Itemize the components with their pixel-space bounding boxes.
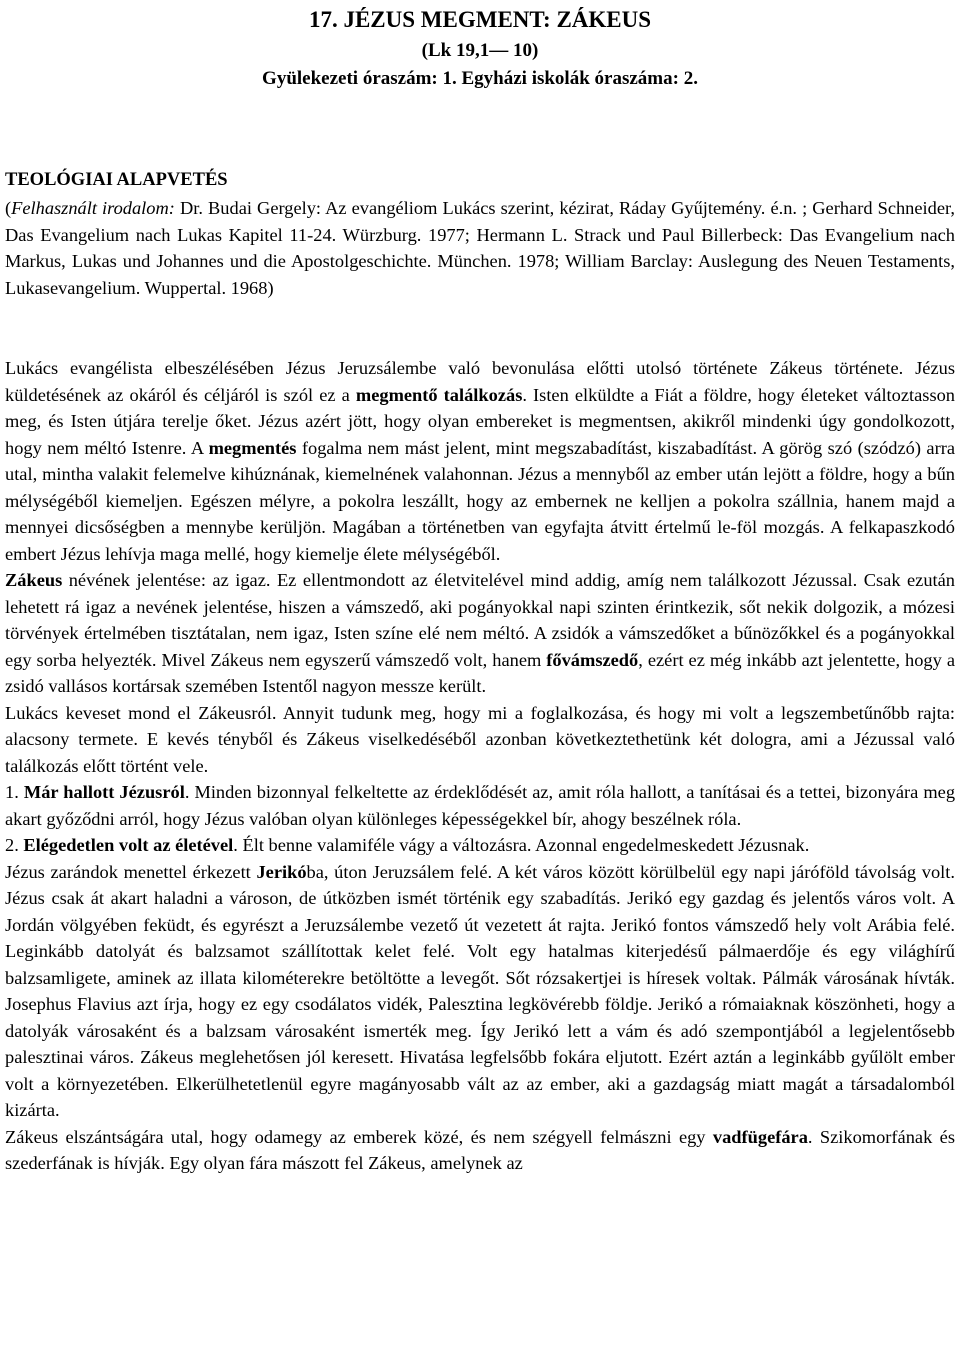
bible-reference: (Lk 19,1— 10): [421, 40, 539, 61]
paragraph-6-bold: Jerikó: [256, 861, 307, 882]
paragraph-1-text-a: Lukács evangélista elbeszélésében Jézus Jeruzsálembe való bevonulása előtti utolsó története Zákeus története. Jézus küldetésének az okáról és céljáról is szól ez a: [5, 358, 955, 405]
paragraph-5-bold: Elégedetlen volt az életével: [23, 835, 234, 855]
document-header: [5, 0, 955, 93]
references-label: Felhasznált irodalom:: [11, 198, 175, 218]
paragraph-5: [5, 832, 955, 859]
paragraph-2-text-a: névének jelentése: az igaz. Ez ellentmondott az életvitelével mind addig, amíg nem találkozott Jézussal. Csak ezután lehetett rá igaz a nevének jelentése, hiszen a vámszedő, aki pogányokkal napi szinten érintkezik, sőt nekik dolgozik, a mózesi törvények értelmében tisztátalan, nem igaz, Isten színe elé nem méltó. A zsidók a vámszedőket a bűnözőkkel és a pogányokkal egy sorba helyezték. Mivel Zákeus nem egyszerű vámszedő volt, hanem: [5, 570, 955, 670]
paragraph-5-text: . Élt benne valamiféle vágy a változásra. Azonnal engedelmeskedett Jézusnak.: [233, 835, 810, 855]
paragraph-4-bold: Már hallott Jézusról: [23, 782, 185, 802]
document-page: [5, 0, 956, 1173]
paragraph-1-text-b: . Isten elküldte a Fiát a földre, hogy életeket változtasson meg, és Isten útjára terelje őket. Jézus azért jött, hogy olyan embereket is megmentsen, akikről mindenki úgy gondolkozott, hogy nem méltó Istenre. A: [5, 384, 955, 458]
references-paragraph: [5, 195, 955, 301]
paragraph-4-text: . Minden bizonnyal felkeltette az érdeklődését az, amit róla hallott, a tanításai és a tettei, bizonyára meg akart győződni arról, hogy Jézus valóban olyan különleges képességekkel bír, ahogy beszélnek róla.: [5, 782, 956, 829]
paragraph-1-bold-b: megmentés: [208, 437, 297, 458]
paragraph-6-text-a: Jézus zarándok menettel érkezett: [5, 861, 257, 882]
paragraph-7-text-a: Zákeus elszántságára utal, hogy odamegy az emberek közé, és nem szégyell felmászni egy: [5, 1126, 713, 1147]
lesson-hours: Gyülekezeti óraszám: 1. Egyházi iskolák óraszáma: 2.: [262, 68, 698, 89]
lesson-title: 17. JÉZUS MEGMENT: ZÁKEUS: [308, 7, 652, 32]
paragraph-1: [5, 355, 955, 567]
paragraph-7-text-b: . Szikomorfának és szederfának is hívják. Egy olyan fára mászott fel Zákeus, amelynek az: [5, 1126, 955, 1173]
paragraph-6-text-b: ba, úton Jeruzsálem felé. A két város között körülbelül egy napi járóföld távolság volt. Jézus csak át akart haladni a városon, de útközben ismét történik egy szabadítás. Jerikó egy gazdag és jelentős város volt. A Jordán völgyében feküdt, és egyrészt a Jeruzsálembe vezető út vezetett át rajta. Jerikó fontos vámszedő hely volt Arábia felé. Leginkább datolyát és balzsamot szállítottak kelet felé. Volt egy hatalmas kiterjedésű pálmaerdője és egy világhírű balzsamligete, aminek az illata kilométerekre betöltötte a levegőt. Sőt rózsakertjei is híresek voltak. Pálmák városának hívták. Josephus Flavius azt írja, hogy ez egy csodálatos vidék, Palesztina legkövérebb földje. Jerikó a rómaiaknak köszönheti, hogy a datolyák városaként és a balzsam városaként ismerték meg. Így Jerikó lett a vám és adó szempontjából a legjelentősebb palesztinai város. Zákeus meglehetősen jól keresett. Hivatása legfelsőbb fokára eljutott. Ezért aztán a leginkább gyűlölt ember volt a környezetében. Elkerülhetetlenül egyre magányosabb vált az az ember, aki a gazdagság miatt magát a társadalomból kizárta.: [5, 861, 955, 1120]
paragraph-4-number: 1.: [5, 782, 24, 802]
paragraph-2: [5, 567, 955, 700]
main-text: [5, 355, 955, 1177]
paragraph-2-text-b: , ezért ez még inkább azt jelentette, hogy a zsidó vallásos kortársak szemében Istentől nagyon messze került.: [5, 649, 955, 696]
paragraph-5-number: 2.: [5, 835, 24, 855]
paragraph-2-bold-a: Zákeus: [5, 570, 63, 590]
paragraph-1-text-c: fogalma nem mást jelent, mint megszabadítást, kiszabadítást. A görög szó (szódzó) arra utal, mintha valakit felemelve kihúznának, kiemelnének valahonnan. Jézus a mennyből az ember után lejött a földre, hogy a bűn mélységéből kiemeljen. Egészen mélyre, a pokolra leszállt, hogy az embernek ne kelljen a pokolra szállnia, hanem majd a mennyei dicsőségben a mennybe kerüljön. Magában a történetben van egyfajta átvitt értelmű le-föl mozgás. A felkapaszkodó embert Jézus lehívja maga mellé, hogy kiemelje élete mélységéből.: [5, 437, 955, 564]
paragraph-3: Lukács keveset mond el Zákeusról. Annyit tudunk meg, hogy mi a foglalkozása, és hogy mi volt a legszembetűnőbb rajta: alacsony termete. E kevés tényből és Zákeus viselkedéséből azonban következtethetünk két dologra, ami a Jézussal való találkozás előtt történt vele.: [5, 702, 955, 776]
paragraph-6: [5, 859, 955, 1124]
paragraph-4: [5, 779, 955, 832]
references-open-paren: (: [5, 198, 12, 218]
references-block: [5, 195, 955, 301]
paragraph-1-bold-a: megmentő találkozás: [355, 384, 523, 405]
references-text: Dr. Budai Gergely: Az evangéliom Lukács szerint, kézirat, Ráday Gyűjtemény. é.n. ; Gerhard Schneider, Das Evangelium nach Lukas Kapitel 11-24. Würzburg. 1977; Hermann L. Strack und Paul Billerbeck: Das Evangelium nach Markus, Lukas und Johannes und die Apostolgeschichte. München. 1978; William Barclay: Auslegung des Neuen Testaments, Lukasevangelium. Wuppertal. 1968): [5, 198, 955, 298]
paragraph-2-bold-b: fővámszedő: [546, 649, 639, 670]
paragraph-7: [5, 1124, 955, 1177]
section-title: TEOLÓGIAI ALAPVETÉS: [5, 170, 228, 190]
paragraph-7-bold: vadfügefára: [712, 1126, 808, 1147]
